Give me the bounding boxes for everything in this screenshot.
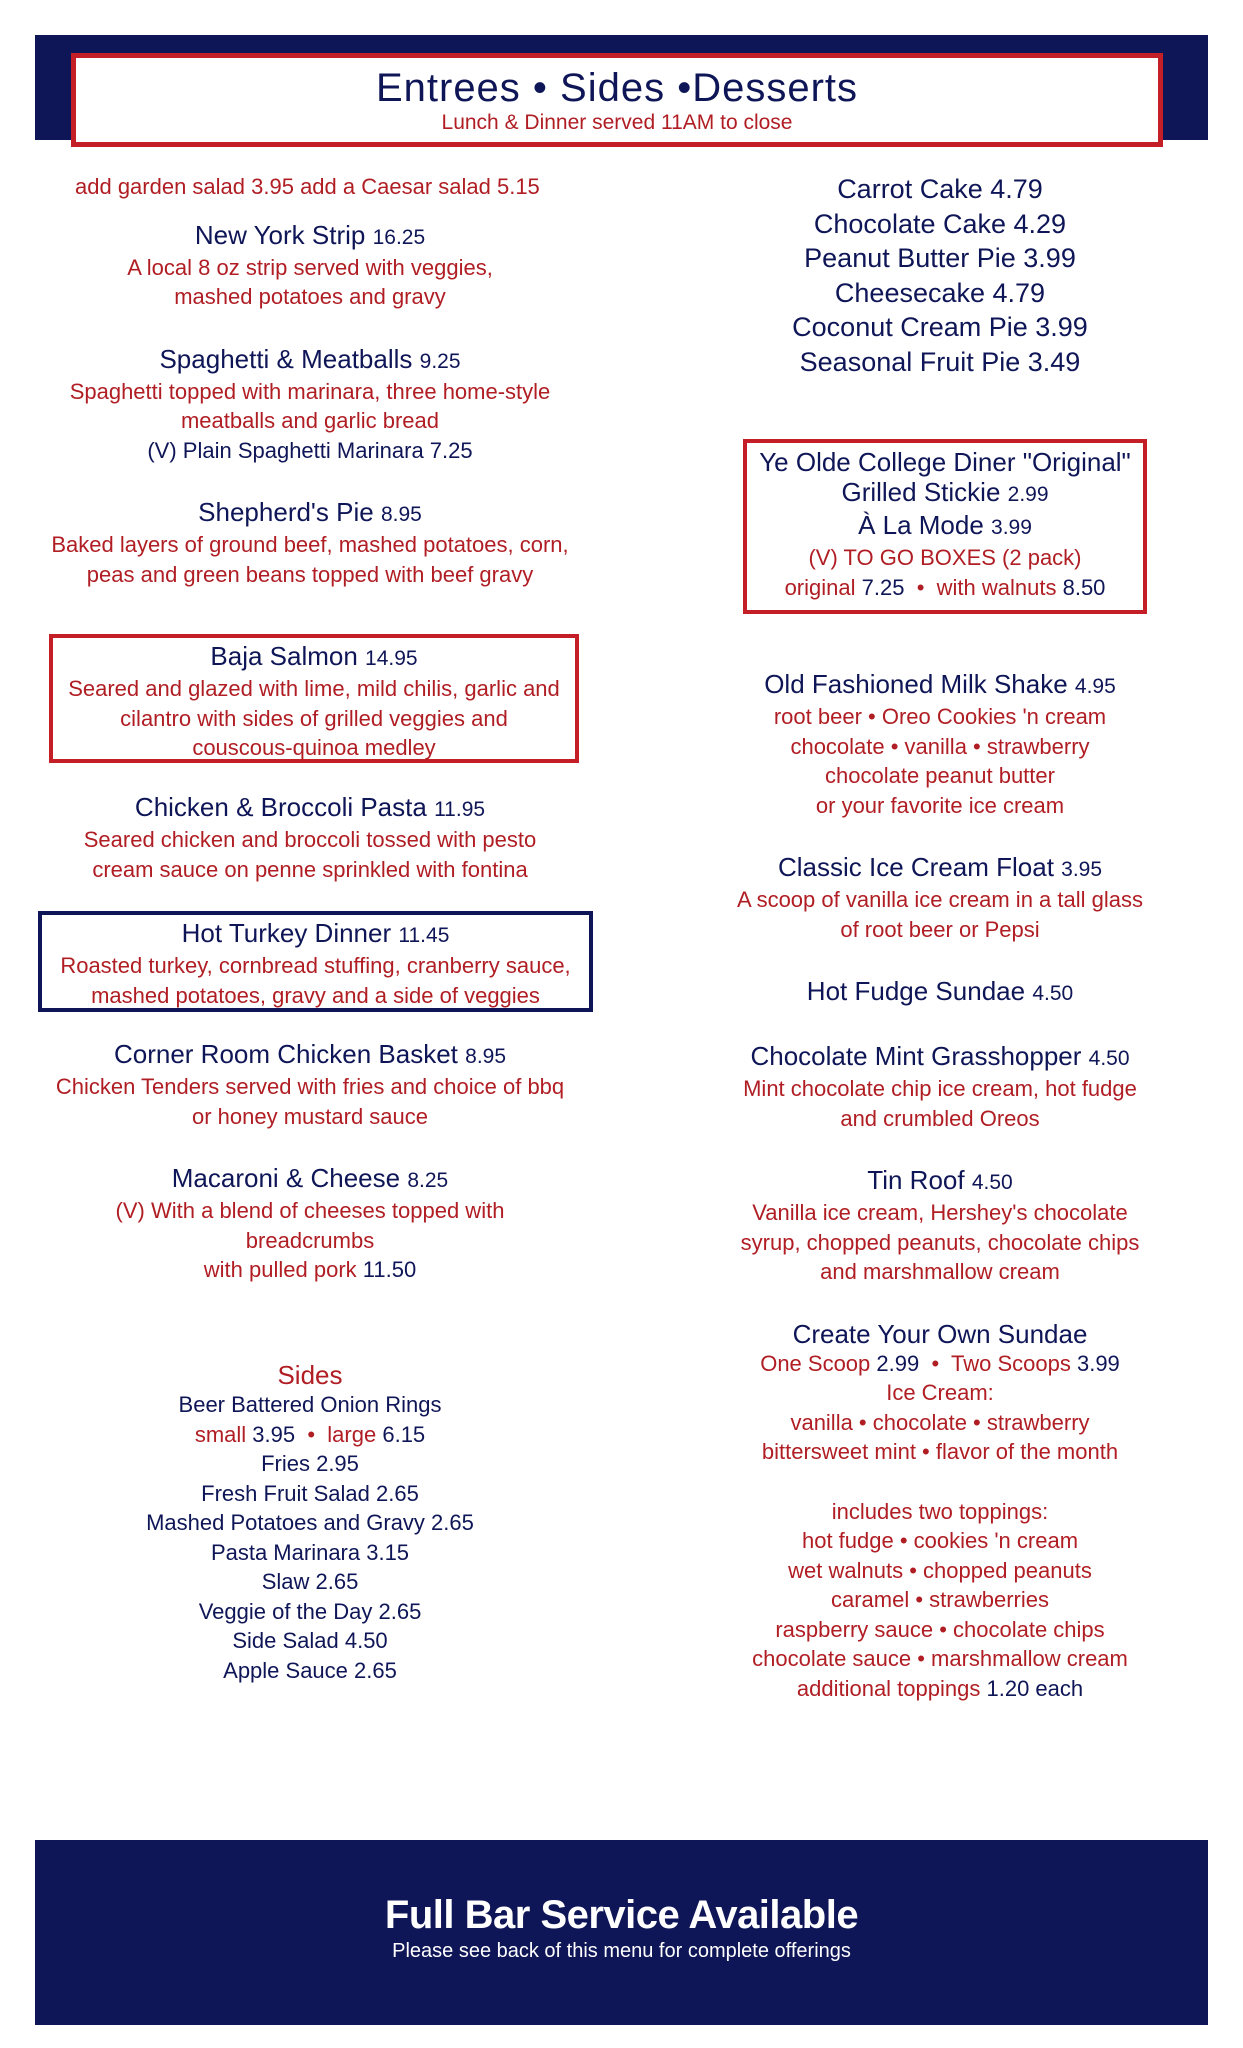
ala-mode-name: À La Mode [858, 510, 984, 540]
milk-shake-price: 4.95 [1074, 675, 1116, 698]
side-item: Mashed Potatoes and Gravy 2.65 [146, 1510, 474, 1535]
milk-shake-name: Old Fashioned Milk Shake [764, 669, 1068, 699]
fudge-sundae-price: 4.50 [1032, 982, 1074, 1005]
onion-large-label: large [327, 1421, 377, 1447]
chicken-basket-desc-2: or honey mustard sauce [191, 1103, 429, 1129]
ice-cream-label: Ice Cream: [886, 1380, 994, 1405]
onion-small-price: 3.95 [252, 1421, 296, 1447]
onion-large-price: 6.15 [382, 1421, 426, 1447]
grasshopper-name: Chocolate Mint Grasshopper [750, 1041, 1082, 1071]
shepherds-pie-name: Shepherd's Pie [198, 497, 374, 527]
two-scoops-label: Two Scoops [951, 1350, 1071, 1376]
stickie-price: 2.99 [1007, 483, 1049, 506]
menu-item-name [747, 477, 1143, 510]
chicken-basket-price: 8.95 [465, 1045, 507, 1068]
one-scoop-price: 2.99 [876, 1350, 920, 1376]
side-item: Side Salad 4.50 [232, 1628, 388, 1653]
ny-strip-desc-2: mashed potatoes and gravy [174, 284, 446, 309]
menu-item-name [710, 852, 1170, 885]
float-name: Classic Ice Cream Float [777, 852, 1054, 882]
desserts-column [710, 172, 1170, 379]
milk-shake-desc-1: root beer • Oreo Cookies 'n cream [773, 704, 1107, 729]
grasshopper-desc-2: and crumbled Oreos [840, 1105, 1040, 1131]
baja-salmon-name: Baja Salmon [210, 641, 358, 671]
chicken-broccoli-name: Chicken & Broccoli Pasta [134, 792, 427, 822]
mac-cheese-desc-1: (V) With a blend of cheeses topped with [115, 1198, 505, 1223]
side-item: Fries 2.95 [261, 1451, 359, 1476]
chicken-broccoli-price: 11.95 [434, 798, 486, 821]
tin-roof-name: Tin Roof [867, 1165, 965, 1195]
sides-section [30, 1360, 590, 1685]
menu-item-name [710, 1041, 1170, 1074]
footer-band [35, 1840, 1208, 2025]
shepherds-pie-desc-1: Baked layers of ground beef, mashed potatoes, corn, [51, 532, 569, 557]
menu-item-name [30, 220, 590, 253]
hot-turkey-box [38, 911, 593, 1012]
fudge-sundae-name: Hot Fudge Sundae [806, 976, 1026, 1006]
float-desc-1: A scoop of vanilla ice cream in a tall glass [737, 887, 1143, 912]
side-item: Apple Sauce 2.65 [223, 1657, 397, 1683]
additional-toppings [710, 1674, 1170, 1704]
menu-item-name [710, 976, 1170, 1009]
menu-item-name [30, 792, 590, 825]
spaghetti-price: 9.25 [419, 349, 461, 373]
topping-line: wet walnuts • chopped peanuts [788, 1557, 1092, 1583]
menu-item-name [30, 1163, 590, 1196]
grasshopper-desc-1: Mint chocolate chip ice cream, hot fudge [743, 1076, 1137, 1101]
spaghetti-desc-2: meatballs and garlic bread [180, 408, 440, 433]
additional-toppings-price: 1.20 each [986, 1675, 1084, 1701]
dessert-item: Coconut Cream Pie 3.99 [792, 312, 1088, 342]
to-go-boxes: (V) TO GO BOXES (2 pack) [808, 545, 1082, 570]
shepherds-pie-price: 8.95 [380, 503, 422, 526]
topping-line: caramel • strawberries [831, 1587, 1049, 1612]
baja-salmon-desc-3: couscous-quinoa medley [192, 735, 436, 760]
to-go-original-label: original [784, 574, 856, 600]
side-item: Slaw 2.65 [261, 1569, 359, 1594]
footer-title: Full Bar Service Available [384, 1893, 859, 1937]
onion-rings-sizes [30, 1420, 590, 1450]
toppings-label: includes two toppings: [831, 1498, 1049, 1524]
dessert-item: Seasonal Fruit Pie 3.49 [799, 346, 1081, 377]
dessert-item: Peanut Butter Pie 3.99 [804, 243, 1076, 273]
stickie-name: Grilled Stickie [841, 477, 1001, 507]
ny-strip-price: 16.25 [372, 225, 426, 249]
menu-item-name [747, 510, 1143, 543]
milk-shake-desc-2: chocolate • vanilla • strawberry [790, 733, 1090, 759]
create-sundae-name: Create Your Own Sundae [792, 1318, 1088, 1349]
milk-shake-desc-3: chocolate peanut butter [825, 763, 1055, 788]
stickie-title: Ye Olde College Diner "Original" [759, 447, 1131, 477]
float-price: 3.95 [1061, 858, 1103, 881]
spaghetti-variant: (V) Plain Spaghetti Marinara 7.25 [147, 437, 473, 463]
menu-item-name [30, 1039, 590, 1072]
bullet: • [916, 574, 925, 600]
baja-salmon-desc-2: cilantro with sides of grilled veggies and [120, 705, 508, 731]
side-item: Fresh Fruit Salad 2.65 [201, 1480, 419, 1506]
flavor-line: vanilla • chocolate • strawberry [790, 1409, 1090, 1435]
chicken-basket-name: Corner Room Chicken Basket [113, 1039, 458, 1069]
side-item: Pasta Marinara 3.15 [210, 1539, 410, 1565]
menu-item-name [30, 344, 590, 377]
onion-rings: Beer Battered Onion Rings [178, 1392, 442, 1417]
stickie-box [743, 439, 1147, 614]
to-go-walnuts-label: with walnuts [936, 574, 1057, 600]
hot-turkey-desc-1: Roasted turkey, cornbread stuffing, cranberry sauce, [60, 953, 571, 978]
bullet: • [931, 1350, 940, 1376]
spaghetti-desc-1: Spaghetti topped with marinara, three home-style [69, 378, 551, 404]
tin-roof-price: 4.50 [971, 1171, 1013, 1194]
header-box [71, 53, 1163, 147]
chicken-basket-desc-1: Chicken Tenders served with fries and choice of bbq [55, 1074, 565, 1099]
ny-strip-name: New York Strip [194, 219, 366, 250]
dessert-item: Chocolate Cake 4.29 [813, 208, 1067, 239]
two-scoops-price: 3.99 [1076, 1350, 1120, 1376]
tin-roof-desc-2: syrup, chopped peanuts, chocolate chips [740, 1229, 1140, 1255]
mac-cheese-name: Macaroni & Cheese [171, 1163, 401, 1193]
tin-roof-desc-3: and marshmallow cream [820, 1259, 1060, 1284]
page-subtitle: Lunch & Dinner served 11AM to close [441, 111, 793, 134]
hot-turkey-desc-2: mashed potatoes, gravy and a side of veggies [91, 982, 540, 1008]
page-title: Entrees • Sides •Desserts [375, 66, 859, 110]
tin-roof-desc-1: Vanilla ice cream, Hershey's chocolate [752, 1200, 1128, 1225]
menu-item-name [30, 497, 590, 530]
menu-item-name [710, 669, 1170, 702]
spaghetti-name: Spaghetti & Meatballs [159, 343, 413, 374]
topping-line: raspberry sauce • chocolate chips [775, 1616, 1105, 1642]
mac-cheese-addon-label: with pulled pork [203, 1257, 357, 1282]
baja-salmon-box [49, 634, 579, 763]
hot-turkey-name: Hot Turkey Dinner [181, 918, 392, 948]
flavor-line: bittersweet mint • flavor of the month [761, 1439, 1119, 1464]
shepherds-pie-desc-2: peas and green beans topped with beef gravy [86, 561, 534, 587]
float-desc-2: of root beer or Pepsi [840, 916, 1040, 942]
baja-salmon-price: 14.95 [365, 647, 418, 670]
onion-small-label: small [194, 1421, 247, 1447]
grasshopper-price: 4.50 [1088, 1047, 1130, 1070]
ala-mode-price: 3.99 [991, 516, 1032, 539]
hot-turkey-price: 11.45 [398, 924, 450, 947]
footer-subtitle: Please see back of this menu for complete offerings [392, 1940, 851, 1962]
create-sundae-scoops [710, 1349, 1170, 1379]
dessert-item: Carrot Cake 4.79 [837, 174, 1043, 204]
dessert-item: Cheesecake 4.79 [834, 277, 1046, 308]
mac-cheese-price: 8.25 [407, 1169, 449, 1192]
mac-cheese-addon [30, 1255, 590, 1285]
baja-salmon-desc-1: Seared and glazed with lime, mild chilis, garlic and [68, 676, 560, 701]
topping-line: chocolate sauce • marshmallow cream [752, 1646, 1128, 1671]
mac-cheese-desc-2: breadcrumbs [245, 1227, 375, 1253]
one-scoop-label: One Scoop [760, 1350, 871, 1376]
entrees-column-end [30, 1039, 590, 1285]
side-item: Veggie of the Day 2.65 [198, 1598, 422, 1624]
entrees-column-cont [30, 792, 590, 884]
sides-title: Sides [277, 1360, 343, 1390]
additional-toppings-label: additional toppings [796, 1675, 981, 1701]
topping-line: hot fudge • cookies 'n cream [801, 1528, 1079, 1553]
to-go-original-price: 7.25 [861, 574, 905, 600]
milk-shake-desc-4: or your favorite ice cream [815, 792, 1065, 818]
to-go-walnuts-price: 8.50 [1062, 574, 1106, 600]
chicken-broccoli-desc-1: Seared chicken and broccoli tossed with pesto [83, 827, 537, 852]
menu-item-name [42, 918, 589, 951]
menu-item-name [53, 641, 575, 674]
menu-item-name [710, 1165, 1170, 1198]
to-go-prices [747, 573, 1143, 603]
mac-cheese-addon-price: 11.50 [362, 1257, 417, 1282]
ny-strip-desc-1: A local 8 oz strip served with veggies, [127, 254, 493, 280]
entrees-column [30, 172, 590, 589]
bullet: • [307, 1421, 316, 1447]
salad-addon: add garden salad 3.95 add a Caesar salad 5.15 [75, 174, 540, 199]
desserts-column-cont [710, 669, 1170, 1703]
chicken-broccoli-desc-2: cream sauce on penne sprinkled with fontina [92, 856, 528, 882]
